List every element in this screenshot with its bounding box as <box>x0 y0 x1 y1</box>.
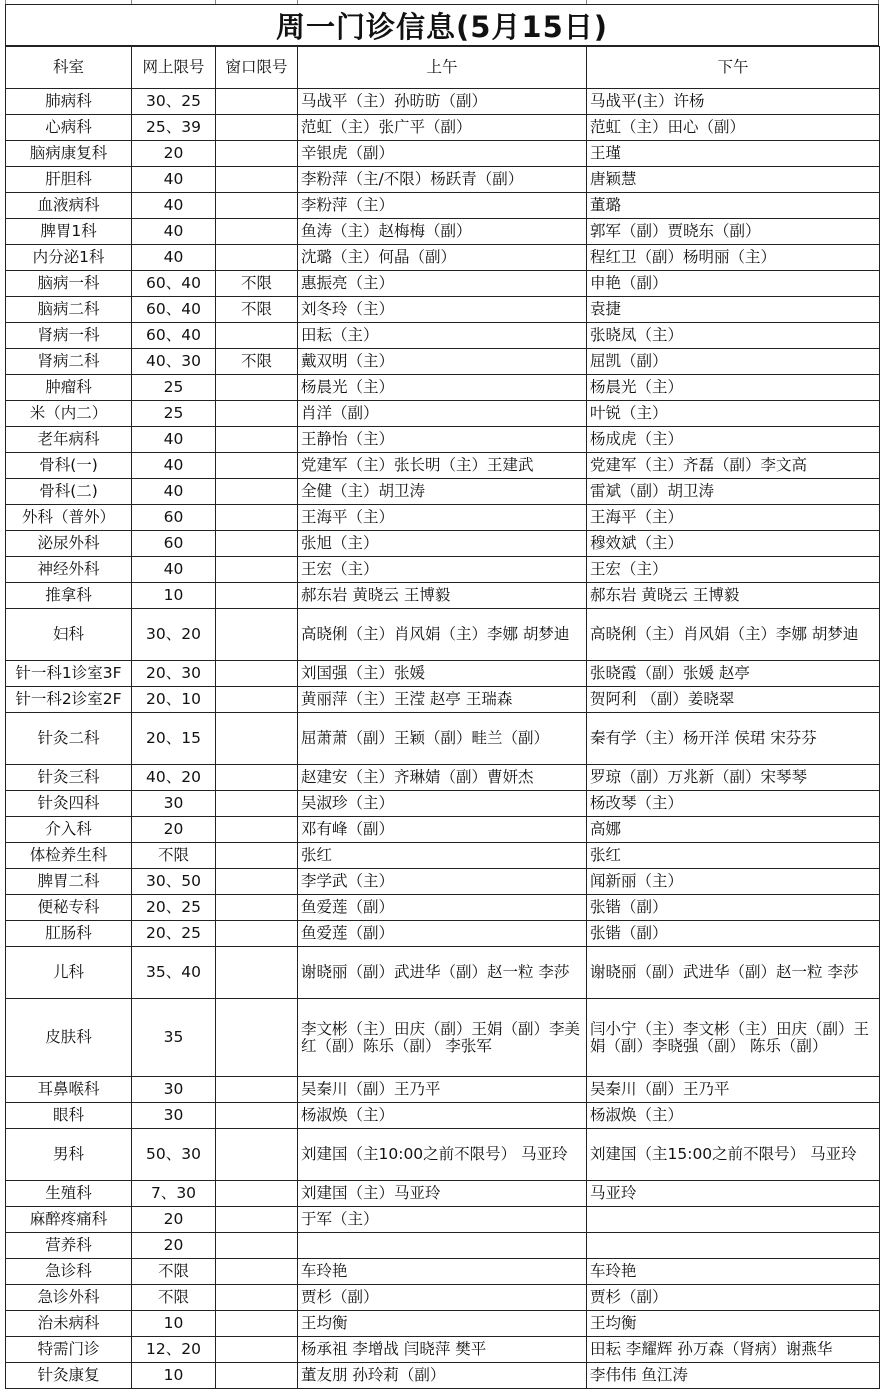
table-row <box>6 505 880 531</box>
morning-doctors-cell: 王均衡 <box>298 1311 587 1337</box>
header-morning: 上午 <box>298 47 587 89</box>
window-limit-cell <box>216 505 298 531</box>
morning-doctors-cell: 全健（主）胡卫涛 <box>298 479 587 505</box>
morning-doctors-cell: 王静怡（主） <box>298 427 587 453</box>
department-cell: 肾病二科 <box>6 349 132 375</box>
morning-doctors-cell: 刘建国（主）马亚玲 <box>298 1181 587 1207</box>
morning-doctors-cell: 刘国强（主）张媛 <box>298 661 587 687</box>
afternoon-doctors-cell: 秦有学（主）杨开洋 侯珺 宋芬芬 <box>587 713 880 765</box>
window-limit-cell <box>216 1233 298 1259</box>
department-cell: 生殖科 <box>6 1181 132 1207</box>
online-limit-cell: 25、39 <box>132 115 216 141</box>
morning-doctors-cell: 吴秦川（副）王乃平 <box>298 1077 587 1103</box>
department-cell: 儿科 <box>6 947 132 999</box>
table-row <box>6 401 880 427</box>
department-cell: 麻醉疼痛科 <box>6 1207 132 1233</box>
table-row <box>6 193 880 219</box>
online-limit-cell: 20 <box>132 1207 216 1233</box>
table-row <box>6 297 880 323</box>
department-cell: 肾病一科 <box>6 323 132 349</box>
online-limit-cell: 20 <box>132 1233 216 1259</box>
afternoon-doctors-cell: 吴秦川（副）王乃平 <box>587 1077 880 1103</box>
online-limit-cell: 40、20 <box>132 765 216 791</box>
morning-doctors-cell <box>298 1233 587 1259</box>
afternoon-doctors-cell: 杨成虎（主） <box>587 427 880 453</box>
table-row <box>6 375 880 401</box>
department-cell: 男科 <box>6 1129 132 1181</box>
afternoon-doctors-cell: 叶锐（主） <box>587 401 880 427</box>
table-row <box>6 89 880 115</box>
morning-doctors-cell: 范虹（主）张广平（副） <box>298 115 587 141</box>
schedule-table <box>5 46 880 1389</box>
afternoon-doctors-cell: 张红 <box>587 843 880 869</box>
header-afternoon: 下午 <box>587 47 880 89</box>
window-limit-cell <box>216 141 298 167</box>
window-limit-cell <box>216 1363 298 1389</box>
department-cell: 治未病科 <box>6 1311 132 1337</box>
online-limit-cell: 20、25 <box>132 921 216 947</box>
afternoon-doctors-cell: 穆效斌（主） <box>587 531 880 557</box>
page-title: 周一门诊信息(5月15日) <box>5 4 879 46</box>
table-row <box>6 843 880 869</box>
table-row <box>6 557 880 583</box>
department-cell: 针灸康复 <box>6 1363 132 1389</box>
window-limit-cell <box>216 1285 298 1311</box>
table-row <box>6 141 880 167</box>
online-limit-cell: 30、50 <box>132 869 216 895</box>
online-limit-cell: 40 <box>132 167 216 193</box>
morning-doctors-cell: 吴淑珍（主） <box>298 791 587 817</box>
department-cell: 特需门诊 <box>6 1337 132 1363</box>
department-cell: 针灸三科 <box>6 765 132 791</box>
afternoon-doctors-cell: 杨改琴（主） <box>587 791 880 817</box>
morning-doctors-cell: 高晓俐（主）肖风娟（主）李娜 胡梦迪 <box>298 609 587 661</box>
morning-doctors-cell: 鱼爱莲（副） <box>298 895 587 921</box>
window-limit-cell <box>216 817 298 843</box>
morning-doctors-cell: 王宏（主） <box>298 557 587 583</box>
table-row <box>6 115 880 141</box>
department-cell: 脑病一科 <box>6 271 132 297</box>
department-cell: 介入科 <box>6 817 132 843</box>
afternoon-doctors-cell: 王瑾 <box>587 141 880 167</box>
window-limit-cell: 不限 <box>216 349 298 375</box>
afternoon-doctors-cell: 马亚玲 <box>587 1181 880 1207</box>
window-limit-cell <box>216 1181 298 1207</box>
online-limit-cell: 25 <box>132 401 216 427</box>
afternoon-doctors-cell: 田耘 李耀辉 孙万森（肾病）谢燕华 <box>587 1337 880 1363</box>
morning-doctors-cell: 黄丽萍（主）王滢 赵亭 王瑞森 <box>298 687 587 713</box>
online-limit-cell: 60 <box>132 505 216 531</box>
department-cell: 营养科 <box>6 1233 132 1259</box>
department-cell: 脾胃二科 <box>6 869 132 895</box>
window-limit-cell <box>216 843 298 869</box>
window-limit-cell <box>216 531 298 557</box>
morning-doctors-cell: 赵建安（主）齐琳婧（副）曹妍杰 <box>298 765 587 791</box>
department-cell: 肛肠科 <box>6 921 132 947</box>
department-cell: 内分泌1科 <box>6 245 132 271</box>
afternoon-doctors-cell: 闫小宁（主）李文彬（主）田庆（副）王娟（副）李晓强（副） 陈乐（副） <box>587 999 880 1077</box>
department-cell: 神经外科 <box>6 557 132 583</box>
morning-doctors-cell: 李粉萍（主/不限）杨跃青（副） <box>298 167 587 193</box>
table-row <box>6 349 880 375</box>
department-cell: 心病科 <box>6 115 132 141</box>
table-row <box>6 1181 880 1207</box>
afternoon-doctors-cell: 杨晨光（主） <box>587 375 880 401</box>
morning-doctors-cell: 李粉萍（主） <box>298 193 587 219</box>
online-limit-cell: 60、40 <box>132 271 216 297</box>
header-row <box>6 47 880 89</box>
table-row <box>6 817 880 843</box>
window-limit-cell <box>216 245 298 271</box>
department-cell: 肺病科 <box>6 89 132 115</box>
window-limit-cell <box>216 895 298 921</box>
department-cell: 骨科(一) <box>6 453 132 479</box>
table-row <box>6 1363 880 1389</box>
morning-doctors-cell: 于军（主） <box>298 1207 587 1233</box>
department-cell: 便秘专科 <box>6 895 132 921</box>
morning-doctors-cell: 戴双明（主） <box>298 349 587 375</box>
morning-doctors-cell: 杨晨光（主） <box>298 375 587 401</box>
table-row <box>6 713 880 765</box>
online-limit-cell: 30、25 <box>132 89 216 115</box>
department-cell: 眼科 <box>6 1103 132 1129</box>
afternoon-doctors-cell: 张锴（副） <box>587 895 880 921</box>
department-cell: 血液病科 <box>6 193 132 219</box>
online-limit-cell: 25 <box>132 375 216 401</box>
online-limit-cell: 12、20 <box>132 1337 216 1363</box>
department-cell: 急诊科 <box>6 1259 132 1285</box>
afternoon-doctors-cell: 张锴（副） <box>587 921 880 947</box>
morning-doctors-cell: 肖洋（副） <box>298 401 587 427</box>
morning-doctors-cell: 马战平（主）孙昉昉（副） <box>298 89 587 115</box>
online-limit-cell: 40 <box>132 193 216 219</box>
online-limit-cell: 30 <box>132 1077 216 1103</box>
afternoon-doctors-cell: 闻新丽（主） <box>587 869 880 895</box>
window-limit-cell <box>216 557 298 583</box>
morning-doctors-cell: 董友朋 孙玲莉（副） <box>298 1363 587 1389</box>
morning-doctors-cell: 惠振亮（主） <box>298 271 587 297</box>
morning-doctors-cell: 田耘（主） <box>298 323 587 349</box>
table-row <box>6 453 880 479</box>
department-cell: 体检养生科 <box>6 843 132 869</box>
online-limit-cell: 40 <box>132 557 216 583</box>
table-row <box>6 1285 880 1311</box>
department-cell: 脾胃1科 <box>6 219 132 245</box>
afternoon-doctors-cell: 贺阿利 （副）姜晓翠 <box>587 687 880 713</box>
window-limit-cell: 不限 <box>216 297 298 323</box>
morning-doctors-cell: 刘冬玲（主） <box>298 297 587 323</box>
window-limit-cell <box>216 401 298 427</box>
table-row <box>6 947 880 999</box>
table-row <box>6 479 880 505</box>
window-limit-cell <box>216 661 298 687</box>
table-row <box>6 427 880 453</box>
window-limit-cell <box>216 427 298 453</box>
online-limit-cell: 10 <box>132 583 216 609</box>
window-limit-cell <box>216 1337 298 1363</box>
department-cell: 外科（普外） <box>6 505 132 531</box>
afternoon-doctors-cell: 王海平（主） <box>587 505 880 531</box>
window-limit-cell <box>216 947 298 999</box>
online-limit-cell: 40、30 <box>132 349 216 375</box>
table-row <box>6 167 880 193</box>
afternoon-doctors-cell: 范虹（主）田心（副） <box>587 115 880 141</box>
afternoon-doctors-cell: 申艳（副） <box>587 271 880 297</box>
window-limit-cell <box>216 921 298 947</box>
department-cell: 妇科 <box>6 609 132 661</box>
window-limit-cell <box>216 193 298 219</box>
afternoon-doctors-cell: 党建军（主）齐磊（副）李文高 <box>587 453 880 479</box>
window-limit-cell <box>216 1077 298 1103</box>
window-limit-cell <box>216 1103 298 1129</box>
morning-doctors-cell: 党建军（主）张长明（主）王建武 <box>298 453 587 479</box>
afternoon-doctors-cell: 贾杉（副） <box>587 1285 880 1311</box>
window-limit-cell <box>216 687 298 713</box>
morning-doctors-cell: 车玲艳 <box>298 1259 587 1285</box>
window-limit-cell <box>216 583 298 609</box>
afternoon-doctors-cell: 袁捷 <box>587 297 880 323</box>
table-row <box>6 921 880 947</box>
afternoon-doctors-cell: 雷斌（副）胡卫涛 <box>587 479 880 505</box>
afternoon-doctors-cell <box>587 1207 880 1233</box>
online-limit-cell: 40 <box>132 479 216 505</box>
table-row <box>6 1207 880 1233</box>
online-limit-cell: 40 <box>132 245 216 271</box>
morning-doctors-cell: 贾杉（副） <box>298 1285 587 1311</box>
window-limit-cell <box>216 791 298 817</box>
online-limit-cell: 20 <box>132 141 216 167</box>
morning-doctors-cell: 李学武（主） <box>298 869 587 895</box>
window-limit-cell <box>216 869 298 895</box>
window-limit-cell <box>216 609 298 661</box>
table-row <box>6 765 880 791</box>
table-row <box>6 219 880 245</box>
online-limit-cell: 20、25 <box>132 895 216 921</box>
department-cell: 肝胆科 <box>6 167 132 193</box>
online-limit-cell: 30 <box>132 1103 216 1129</box>
window-limit-cell <box>216 1259 298 1285</box>
department-cell: 米（内二） <box>6 401 132 427</box>
table-row <box>6 687 880 713</box>
window-limit-cell <box>216 1129 298 1181</box>
morning-doctors-cell: 郝东岩 黄晓云 王博毅 <box>298 583 587 609</box>
online-limit-cell: 60 <box>132 531 216 557</box>
morning-doctors-cell: 李文彬（主）田庆（副）王娟（副）李美红（副）陈乐（副） 李张军 <box>298 999 587 1077</box>
afternoon-doctors-cell: 董璐 <box>587 193 880 219</box>
afternoon-doctors-cell: 张晓霞（副）张媛 赵亭 <box>587 661 880 687</box>
afternoon-doctors-cell: 李伟伟 鱼江涛 <box>587 1363 880 1389</box>
afternoon-doctors-cell: 马战平(主）许杨 <box>587 89 880 115</box>
online-limit-cell: 40 <box>132 453 216 479</box>
window-limit-cell <box>216 999 298 1077</box>
table-row <box>6 531 880 557</box>
afternoon-doctors-cell: 王均衡 <box>587 1311 880 1337</box>
table-row <box>6 323 880 349</box>
morning-doctors-cell: 杨淑焕（主） <box>298 1103 587 1129</box>
table-row <box>6 1337 880 1363</box>
table-row <box>6 609 880 661</box>
afternoon-doctors-cell: 刘建国（主15:00之前不限号） 马亚玲 <box>587 1129 880 1181</box>
online-limit-cell: 60、40 <box>132 323 216 349</box>
afternoon-doctors-cell: 高晓俐（主）肖风娟（主）李娜 胡梦迪 <box>587 609 880 661</box>
department-cell: 肿瘤科 <box>6 375 132 401</box>
window-limit-cell <box>216 765 298 791</box>
department-cell: 耳鼻喉科 <box>6 1077 132 1103</box>
header-online-limit: 网上限号 <box>132 47 216 89</box>
morning-doctors-cell: 王海平（主） <box>298 505 587 531</box>
window-limit-cell <box>216 219 298 245</box>
morning-doctors-cell: 鱼涛（主）赵梅梅（副） <box>298 219 587 245</box>
window-limit-cell <box>216 713 298 765</box>
online-limit-cell: 30、20 <box>132 609 216 661</box>
department-cell: 急诊外科 <box>6 1285 132 1311</box>
department-cell: 推拿科 <box>6 583 132 609</box>
online-limit-cell: 不限 <box>132 843 216 869</box>
window-limit-cell <box>216 1207 298 1233</box>
online-limit-cell: 20 <box>132 817 216 843</box>
online-limit-cell: 10 <box>132 1311 216 1337</box>
afternoon-doctors-cell: 罗琼（副）万兆新（副）宋琴琴 <box>587 765 880 791</box>
header-window-limit: 窗口限号 <box>216 47 298 89</box>
department-cell: 脑病康复科 <box>6 141 132 167</box>
online-limit-cell: 不限 <box>132 1285 216 1311</box>
department-cell: 针灸四科 <box>6 791 132 817</box>
morning-doctors-cell: 刘建国（主10:00之前不限号） 马亚玲 <box>298 1129 587 1181</box>
department-cell: 泌尿外科 <box>6 531 132 557</box>
table-row <box>6 271 880 297</box>
table-row <box>6 1259 880 1285</box>
table-row <box>6 661 880 687</box>
morning-doctors-cell: 杨承祖 李增战 闫晓萍 樊平 <box>298 1337 587 1363</box>
online-limit-cell: 10 <box>132 1363 216 1389</box>
department-cell: 针一科1诊室3F <box>6 661 132 687</box>
online-limit-cell: 30 <box>132 791 216 817</box>
department-cell: 皮肤科 <box>6 999 132 1077</box>
afternoon-doctors-cell: 车玲艳 <box>587 1259 880 1285</box>
header-department: 科室 <box>6 47 132 89</box>
department-cell: 骨科(二) <box>6 479 132 505</box>
department-cell: 脑病二科 <box>6 297 132 323</box>
morning-doctors-cell: 张旭（主） <box>298 531 587 557</box>
afternoon-doctors-cell: 郭军（副）贾晓东（副） <box>587 219 880 245</box>
afternoon-doctors-cell: 王宏（主） <box>587 557 880 583</box>
online-limit-cell: 35 <box>132 999 216 1077</box>
online-limit-cell: 60、40 <box>132 297 216 323</box>
table-row <box>6 1233 880 1259</box>
table-row <box>6 245 880 271</box>
online-limit-cell: 50、30 <box>132 1129 216 1181</box>
afternoon-doctors-cell: 杨淑焕（主） <box>587 1103 880 1129</box>
afternoon-doctors-cell: 谢晓丽（副）武进华（副）赵一粒 李莎 <box>587 947 880 999</box>
afternoon-doctors-cell: 高娜 <box>587 817 880 843</box>
department-cell: 老年病科 <box>6 427 132 453</box>
department-cell: 针灸二科 <box>6 713 132 765</box>
morning-doctors-cell: 辛银虎（副） <box>298 141 587 167</box>
online-limit-cell: 20、15 <box>132 713 216 765</box>
online-limit-cell: 40 <box>132 219 216 245</box>
morning-doctors-cell: 邓有峰（副） <box>298 817 587 843</box>
morning-doctors-cell: 屈萧萧（副）王颖（副）畦兰（副） <box>298 713 587 765</box>
morning-doctors-cell: 谢晓丽（副）武进华（副）赵一粒 李莎 <box>298 947 587 999</box>
morning-doctors-cell: 鱼爱莲（副） <box>298 921 587 947</box>
window-limit-cell <box>216 453 298 479</box>
morning-doctors-cell: 张红 <box>298 843 587 869</box>
table-row <box>6 895 880 921</box>
afternoon-doctors-cell: 屈凯（副） <box>587 349 880 375</box>
afternoon-doctors-cell <box>587 1233 880 1259</box>
table-row <box>6 1311 880 1337</box>
table-row <box>6 999 880 1077</box>
online-limit-cell: 20、30 <box>132 661 216 687</box>
online-limit-cell: 20、10 <box>132 687 216 713</box>
morning-doctors-cell: 沈璐（主）何晶（副） <box>298 245 587 271</box>
afternoon-doctors-cell: 郝东岩 黄晓云 王博毅 <box>587 583 880 609</box>
window-limit-cell <box>216 375 298 401</box>
online-limit-cell: 7、30 <box>132 1181 216 1207</box>
window-limit-cell: 不限 <box>216 271 298 297</box>
table-row <box>6 869 880 895</box>
table-row <box>6 1129 880 1181</box>
window-limit-cell <box>216 89 298 115</box>
online-limit-cell: 40 <box>132 427 216 453</box>
window-limit-cell <box>216 167 298 193</box>
window-limit-cell <box>216 479 298 505</box>
window-limit-cell <box>216 115 298 141</box>
table-row <box>6 1077 880 1103</box>
table-row <box>6 583 880 609</box>
window-limit-cell <box>216 1311 298 1337</box>
table-row <box>6 791 880 817</box>
online-limit-cell: 不限 <box>132 1259 216 1285</box>
table-row <box>6 1103 880 1129</box>
afternoon-doctors-cell: 唐颖慧 <box>587 167 880 193</box>
online-limit-cell: 35、40 <box>132 947 216 999</box>
afternoon-doctors-cell: 程红卫（副）杨明丽（主） <box>587 245 880 271</box>
window-limit-cell <box>216 323 298 349</box>
department-cell: 针一科2诊室2F <box>6 687 132 713</box>
afternoon-doctors-cell: 张晓凤（主） <box>587 323 880 349</box>
